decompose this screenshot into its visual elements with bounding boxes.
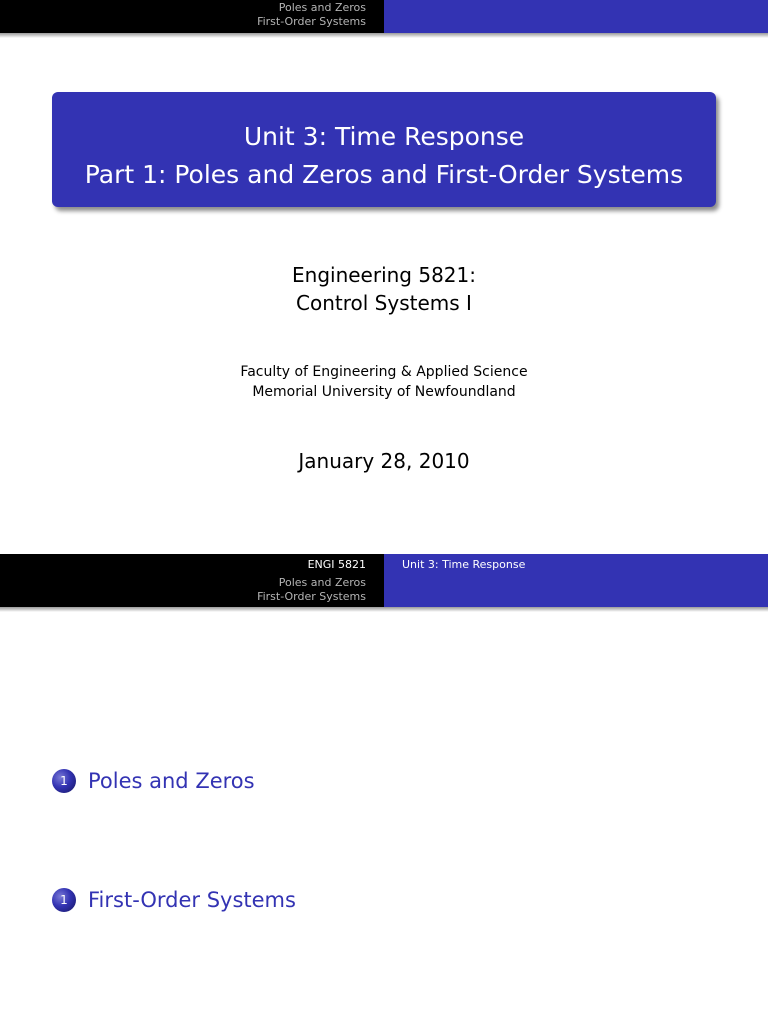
- numbered-bullet-icon: 1: [52, 769, 76, 793]
- outline-item-first-order-systems[interactable]: [52, 885, 296, 915]
- title-box: [52, 92, 716, 207]
- slide-subtitle: Part 1: Poles and Zeros and First-Order Systems: [84, 160, 684, 189]
- outline-item-poles-and-zeros[interactable]: [52, 766, 255, 796]
- mid-header-section-first-order[interactable]: First-Order Systems: [257, 590, 366, 603]
- outline-item-label: First-Order Systems: [88, 888, 296, 912]
- numbered-bullet-icon: 1: [52, 888, 76, 912]
- institute-line-2: Memorial University of Newfoundland: [252, 384, 516, 400]
- mid-header-course[interactable]: ENGI 5821: [307, 558, 366, 571]
- mid-header-unit[interactable]: Unit 3: Time Response: [402, 558, 526, 571]
- course-line-1: Engineering 5821:: [292, 263, 476, 287]
- presentation-date: January 28, 2010: [298, 449, 470, 473]
- slide-title: Unit 3: Time Response: [243, 122, 525, 151]
- top-header-band: [0, 0, 768, 33]
- top-header-section-poles[interactable]: Poles and Zeros: [278, 1, 366, 14]
- institute-line-1: Faculty of Engineering & Applied Science: [240, 364, 528, 380]
- course-line-2: Control Systems I: [296, 291, 472, 315]
- mid-header-section-poles[interactable]: Poles and Zeros: [278, 576, 366, 589]
- top-header-right: [384, 0, 768, 33]
- mid-header-band: [0, 554, 768, 607]
- outline-item-label: Poles and Zeros: [88, 769, 255, 793]
- top-header-section-first-order[interactable]: First-Order Systems: [257, 15, 366, 28]
